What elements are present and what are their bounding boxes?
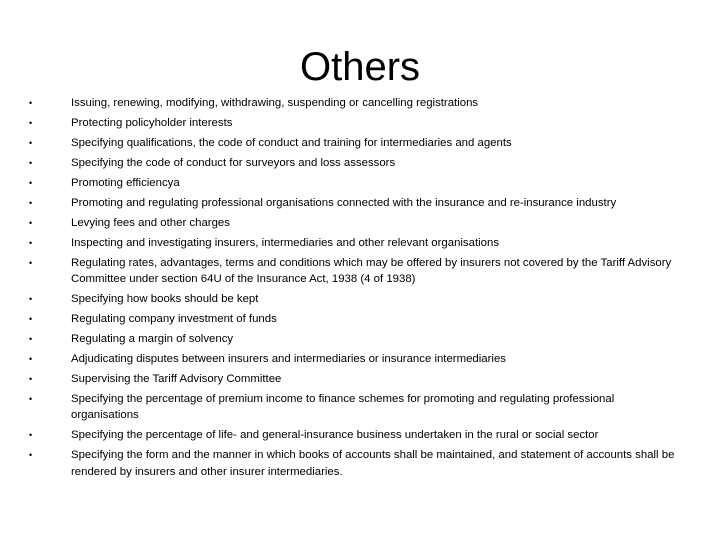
list-item-text: Adjudicating disputes between insurers and intermediaries or insurance intermediaries: [71, 353, 506, 366]
list-item-text: Issuing, renewing, modifying, withdrawing, suspending or cancelling registrations: [71, 97, 479, 109]
bullet-list: [28, 95, 678, 484]
bullet-icon: •: [29, 138, 33, 148]
list-item: [28, 255, 678, 287]
list-item-text: Specifying the percentage of life- and general-insurance business undertaken in the rural or social sector: [71, 429, 599, 442]
list-item-text: Supervising the Tariff Advisory Committee: [71, 373, 282, 386]
list-item: [28, 115, 678, 131]
list-item: [28, 175, 678, 191]
list-item-text: Protecting policyholder interests: [71, 117, 233, 129]
list-item: [28, 195, 678, 211]
list-item: [28, 215, 678, 231]
list-item-text: Specifying how books should be kept: [71, 293, 259, 306]
bullet-icon: •: [29, 198, 33, 208]
list-item: [28, 427, 678, 443]
list-item: [28, 331, 678, 347]
list-item: [28, 371, 678, 387]
bullet-icon: •: [29, 374, 33, 385]
bullet-icon: •: [29, 218, 33, 228]
list-item: [28, 135, 678, 151]
list-item: [28, 95, 678, 111]
bullet-icon: •: [29, 334, 33, 345]
list-item-text: Regulating company investment of funds: [71, 313, 277, 326]
list-item-text: Regulating a margin of solvency: [71, 333, 234, 346]
list-item: [28, 235, 678, 251]
bullet-icon: •: [29, 430, 33, 441]
list-item-text: Promoting efficiencya: [71, 177, 180, 189]
list-item-text: Promoting and regulating professional organisations connected with the insurance and re-insurance industry: [71, 197, 617, 209]
bullet-icon: •: [29, 98, 33, 108]
list-item-text: Inspecting and investigating insurers, intermediaries and other relevant organisations: [71, 237, 500, 249]
list-item: [28, 447, 678, 479]
bullet-icon: •: [29, 354, 33, 365]
list-item-text: Specifying the form and the manner in which books of accounts shall be maintained, and statement of accounts shall be rendered by insurers and other insurer intermediaries.: [71, 449, 675, 478]
list-item: [28, 351, 678, 367]
bullet-icon: •: [29, 450, 33, 461]
list-item-text: Levying fees and other charges: [71, 217, 230, 229]
list-item-text: Regulating rates, advantages, terms and conditions which may be offered by insurers not covered by the Tariff Advisory Committee under section 64U of the Insurance Act, 1938 (4 of 1938): [71, 257, 672, 286]
bullet-icon: •: [29, 258, 33, 268]
list-item-text: Specifying qualifications, the code of conduct and training for intermediaries and agents: [71, 137, 512, 149]
list-item: [28, 155, 678, 171]
list-item-text: Specifying the percentage of premium income to finance schemes for promoting and regulating professional organisations: [71, 393, 615, 422]
bullet-icon: •: [29, 314, 33, 325]
list-item-text: Specifying the code of conduct for surveyors and loss assessors: [71, 157, 396, 169]
list-item: [28, 391, 678, 423]
bullet-icon: •: [29, 238, 33, 248]
bullet-icon: •: [29, 178, 33, 188]
bullet-icon: •: [29, 158, 33, 168]
list-item: [28, 311, 678, 327]
bullet-icon: •: [29, 294, 33, 305]
list-item: [28, 291, 678, 307]
slide-title: Others: [299, 45, 421, 89]
bullet-icon: •: [29, 118, 33, 128]
bullet-icon: •: [29, 394, 33, 405]
